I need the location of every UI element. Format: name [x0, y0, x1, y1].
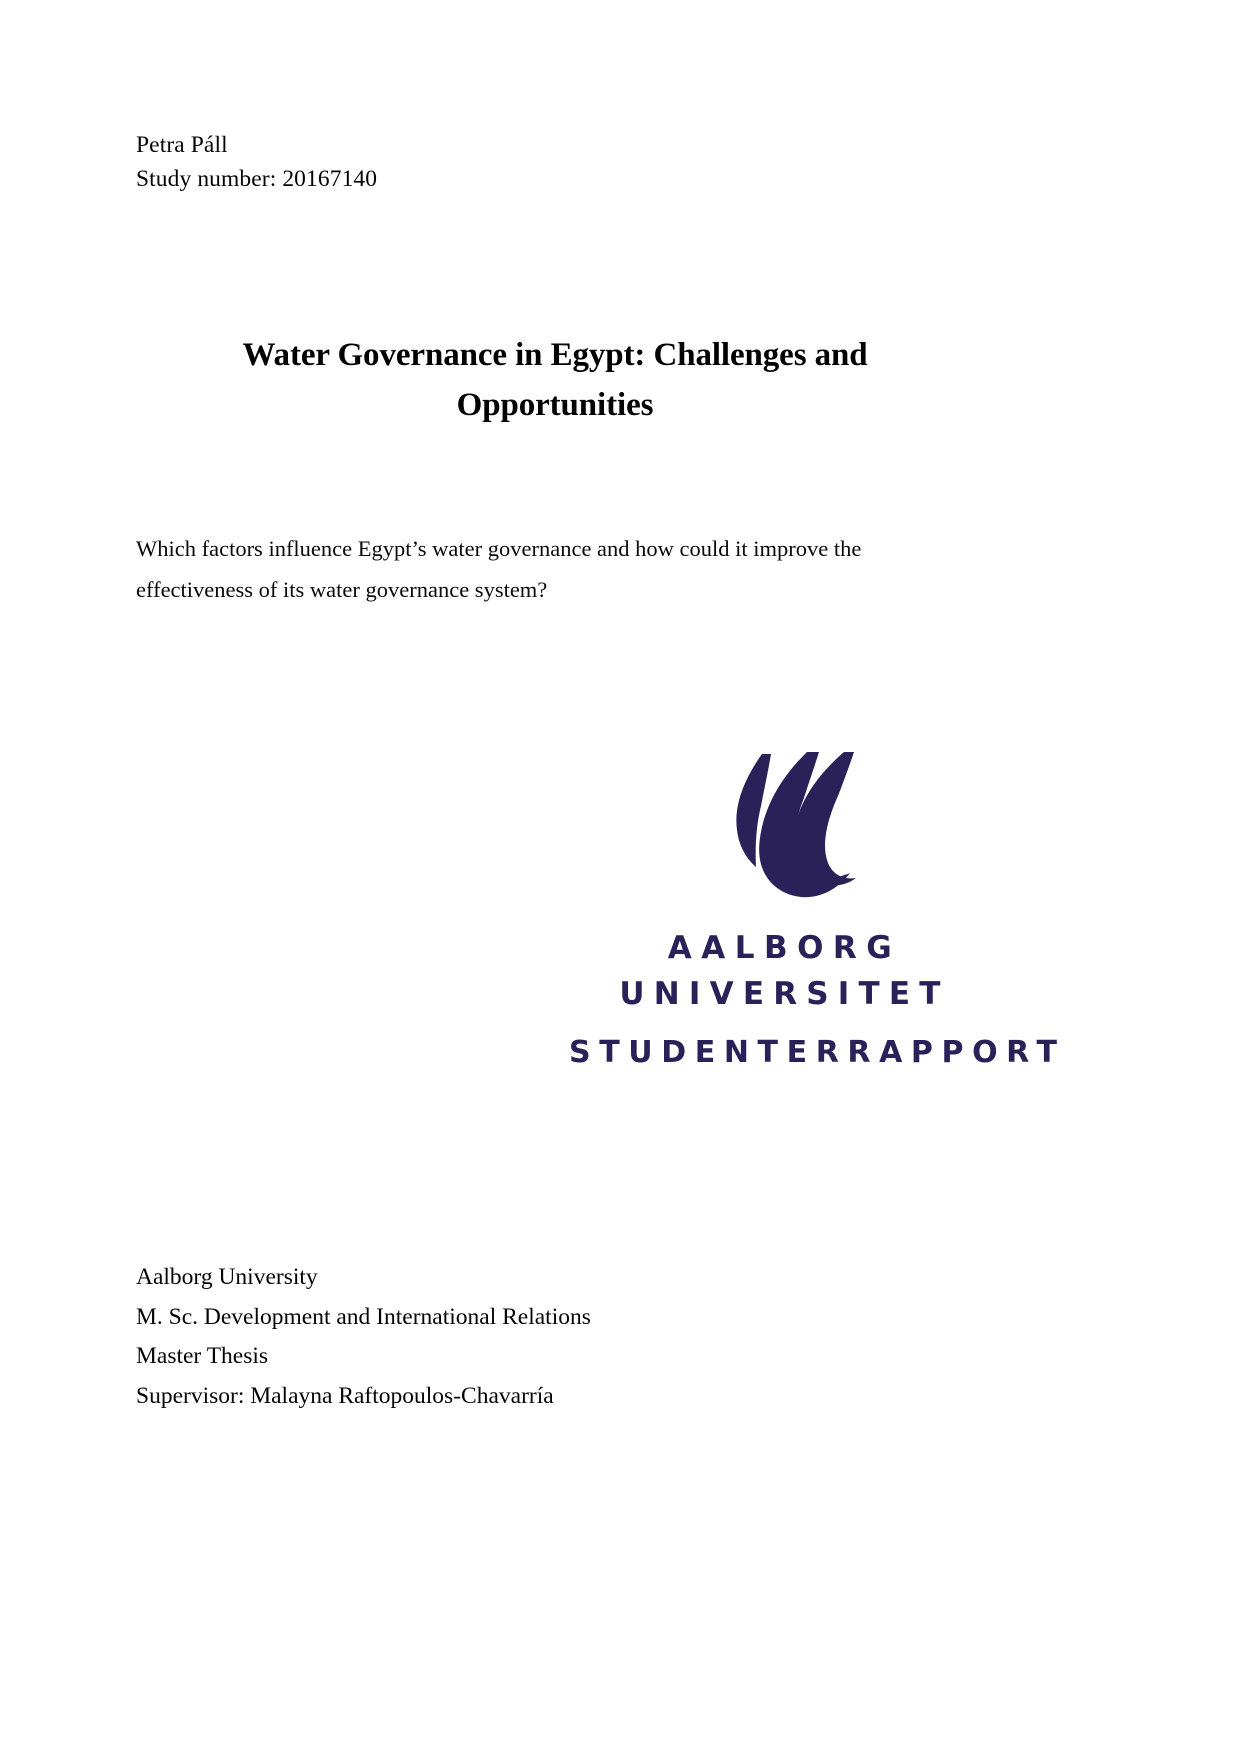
- affiliation-document-type: Master Thesis: [136, 1343, 269, 1369]
- affiliation-programme: M. Sc. Development and International Relations: [136, 1303, 591, 1330]
- aau-waves-icon: [698, 752, 858, 902]
- title-line-2: Opportunities: [456, 387, 654, 423]
- affiliation-supervisor: Supervisor: Malayna Raftopoulos-Chavarría: [136, 1382, 554, 1409]
- affiliation-university: Aalborg University: [136, 1264, 318, 1290]
- author-block: [136, 128, 836, 196]
- study-number: Study number: 20167140: [136, 166, 378, 192]
- affiliation-block: [136, 1258, 896, 1416]
- research-question: [136, 528, 881, 610]
- logo-text-universitet: UNIVERSITET: [619, 975, 950, 1012]
- research-question-line-2: effectiveness of its water governance system?: [136, 577, 548, 602]
- aalborg-university-logo: [560, 752, 1066, 1082]
- page-title: [136, 330, 974, 430]
- research-question-line-1: Which factors influence Egypt’s water governance and how could it improve the: [136, 536, 862, 561]
- author-name: Petra Páll: [136, 132, 228, 158]
- logo-text-studenterrapport: STUDENTERRAPPORT: [569, 1035, 1066, 1070]
- title-line-1: Water Governance in Egypt: Challenges and: [242, 337, 868, 373]
- aau-wordmark: [560, 932, 1000, 1010]
- logo-text-aalborg: AALBORG: [667, 930, 902, 966]
